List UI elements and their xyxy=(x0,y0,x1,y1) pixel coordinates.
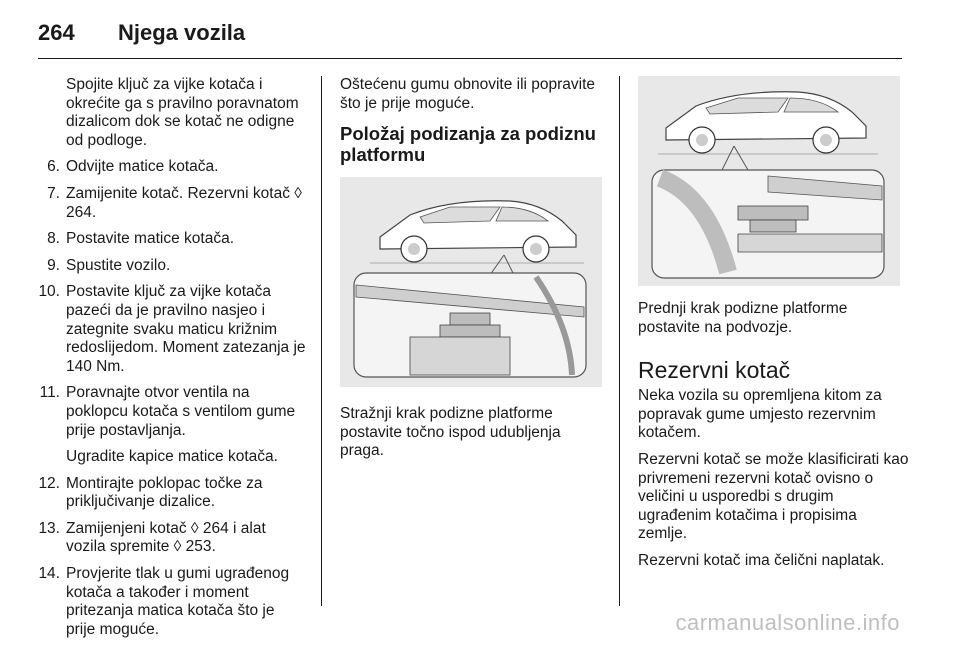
front-lift-caption: Prednji krak podizne platforme postavite na podvozje. xyxy=(638,300,848,336)
step-item xyxy=(40,448,308,467)
column-divider xyxy=(321,76,322,606)
step-text: Spustite vozilo. xyxy=(66,256,171,274)
step-text: Provjerite tlak u gumi ugrađenog kotača a također i moment pritezanja matica kotača što je prije moguće. xyxy=(66,565,290,638)
step-number: 11. xyxy=(39,384,60,402)
spare-wheel-paragraph-1: Neka vozila su opremljena kitom za popravak gume umjesto rezervnim kotačem. xyxy=(638,387,882,442)
step-item xyxy=(40,384,308,440)
step-number: 14. xyxy=(38,565,60,583)
intro-paragraph: Oštećenu gumu obnovite ili popravite što je prije moguće. xyxy=(340,76,596,112)
step-text: Ugradite kapice matice kotača. xyxy=(66,448,278,466)
step-number: 9. xyxy=(47,256,60,274)
step-item xyxy=(40,520,308,557)
rear-lift-caption: Stražnji krak podizne platforme postavite točno ispod udubljenja praga. xyxy=(340,405,561,460)
page-header xyxy=(38,14,902,59)
lift-position-heading: Položaj podizanja za podiznu platformu xyxy=(340,123,596,166)
step-item xyxy=(40,185,308,222)
step-number: 12. xyxy=(38,474,60,492)
step-item xyxy=(40,475,308,512)
column-left xyxy=(40,76,308,647)
steps-list xyxy=(40,158,308,639)
step-text: Odvijte matice kotača. xyxy=(66,158,219,176)
spare-wheel-paragraph-3: Rezervni kotač ima čelični naplatak. xyxy=(638,551,885,569)
step-text: Zamijenjeni kotač ◊ 264 i alat vozila spremite ◊ 253. xyxy=(66,519,266,556)
step-item xyxy=(40,283,308,376)
step-item xyxy=(40,257,308,276)
spare-wheel-paragraph-2: Rezervni kotač se može klasificirati kao privremeni rezervni kotač ovisno o veličini u usporedbi s drugim ugrađenim kotačima i propisima zemlje. xyxy=(638,450,909,543)
step-text: Postavite matice kotača. xyxy=(66,230,234,248)
step-number: 8. xyxy=(47,230,60,248)
watermark: carmanualsonline.info xyxy=(675,610,900,635)
rear-lift-figure xyxy=(340,177,602,387)
spare-wheel-heading: Rezervni kotač xyxy=(638,357,791,384)
step-number: 13. xyxy=(38,519,60,537)
step-number: 10. xyxy=(38,283,60,301)
step-item xyxy=(40,158,308,177)
step-item xyxy=(40,565,308,639)
car-lift-rear-illustration xyxy=(340,177,602,387)
page-number: 264 xyxy=(38,20,75,45)
column-divider xyxy=(619,76,620,606)
step-item xyxy=(40,230,308,249)
section-title: Njega vozila xyxy=(118,20,246,45)
step-number: 7. xyxy=(47,184,60,202)
step-text: Postavite ključ za vijke kotača pazeći da je pravilno nasjeo i zategnite svaku maticu križnim redoslijedom. Moment zatezanja je 140 Nm. xyxy=(66,283,306,375)
step-number: 6. xyxy=(47,158,60,176)
step-text: Zamijenite kotač. Rezervni kotač ◊ 264. xyxy=(66,184,302,221)
front-lift-figure xyxy=(638,76,900,286)
column-middle xyxy=(340,76,608,469)
intro-paragraph: Spojite ključ za vijke kotača i okrećite ga s pravilno poravnatom dizalicom dok se kotač ne odigne od podloge. xyxy=(66,76,299,149)
step-text: Poravnajte otvor ventila na poklopcu kotača s ventilom gume prije postavljanja. xyxy=(66,384,296,439)
column-right xyxy=(638,76,910,579)
step-text: Montirajte poklopac točke za priključivanje dizalice. xyxy=(66,474,263,511)
car-lift-front-illustration xyxy=(638,76,900,286)
